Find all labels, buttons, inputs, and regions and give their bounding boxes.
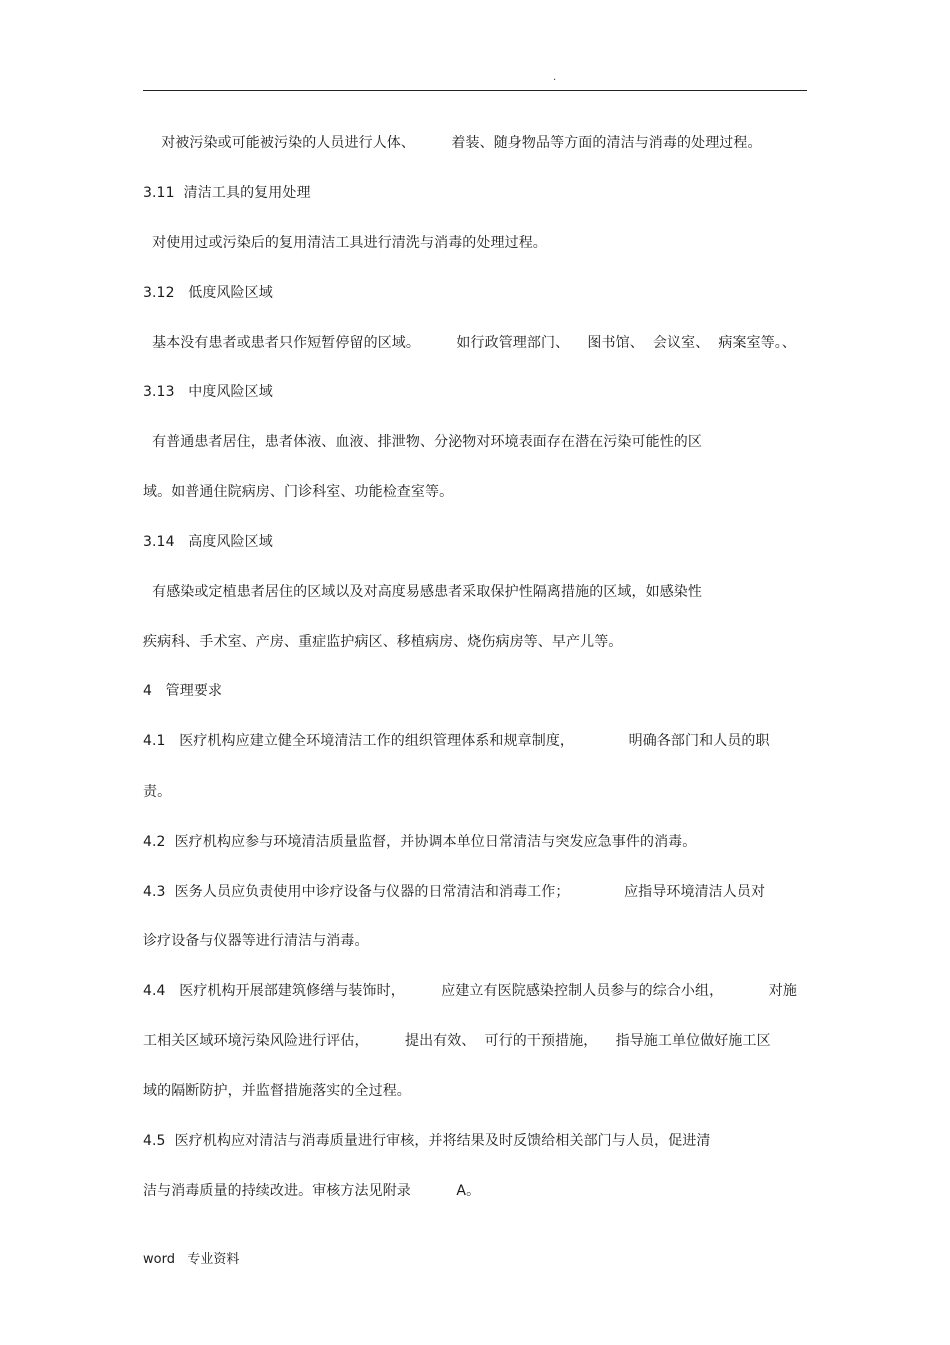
section-heading-4: 4 管理要求 [143, 683, 223, 699]
text-line-10: 有感染或定植患者居住的区域以及对高度易感患者采取保护性隔离措施的区域，如感染性 [143, 584, 702, 600]
clause-4-4: 4.4 医疗机构开展部建筑修缮与装饰时， 应建立有医院感染控制人员参与的综合小组， 对施 [143, 983, 797, 999]
text-line-1: 对被污染或可能被污染的人员进行人体、 着装、随身物品等方面的清洁与消毒的处理过程。 [143, 135, 762, 151]
text-line-11: 疾病科、手术室、产房、重症监护病区、移植病房、烧伤病房等、早产儿等。 [143, 634, 623, 650]
text-line-22: 洁与消毒质量的持续改进。审核方法见附录 A。 [143, 1183, 481, 1199]
text-line-14: 责。 [143, 784, 172, 800]
clause-4-5: 4.5 医疗机构应对清洁与消毒质量进行审核，并将结果及时反馈给相关部门与人员，促进清 [143, 1133, 711, 1149]
text-line-17: 诊疗设备与仪器等进行清洁与消毒。 [143, 933, 369, 949]
text-line-20: 域的隔断防护，并监督措施落实的全过程。 [143, 1083, 411, 1099]
text-line-7: 有普通患者居住，患者体液、血液、排泄物、分泌物对环境表面存在潜在污染可能性的区 [143, 434, 702, 450]
text-line-8: 域。如普通住院病房、门诊科室、功能检查室等。 [143, 484, 454, 500]
section-heading-3-14: 3.14 高度风险区域 [143, 534, 273, 550]
header-mark: . [553, 72, 557, 83]
clause-4-2: 4.2 医疗机构应参与环境清洁质量监督，并协调本单位日常清洁与突发应急事件的消毒。 [143, 834, 697, 850]
header-rule [143, 90, 807, 91]
text-line-5: 基本没有患者或患者只作短暂停留的区域。 如行政管理部门、 图书馆、 会议室、 病案室等。、 [143, 335, 797, 351]
clause-4-3: 4.3 医务人员应负责使用中诊疗设备与仪器的日常清洁和消毒工作； 应指导环境清洁人员对 [143, 884, 766, 900]
section-heading-3-13: 3.13 中度风险区域 [143, 384, 273, 400]
text-line-19: 工相关区域环境污染风险进行评估， 提出有效、 可行的干预措施， 指导施工单位做好施工区 [143, 1033, 771, 1049]
section-heading-3-11: 3.11 清洁工具的复用处理 [143, 185, 311, 201]
text-line-3: 对使用过或污染后的复用清洁工具进行清洗与消毒的处理过程。 [143, 235, 547, 251]
footer-label: word 专业资料 [143, 1252, 240, 1267]
section-heading-3-12: 3.12 低度风险区域 [143, 285, 273, 301]
clause-4-1: 4.1 医疗机构应建立健全环境清洁工作的组织管理体系和规章制度， 明确各部门和人员的职 [143, 733, 770, 749]
